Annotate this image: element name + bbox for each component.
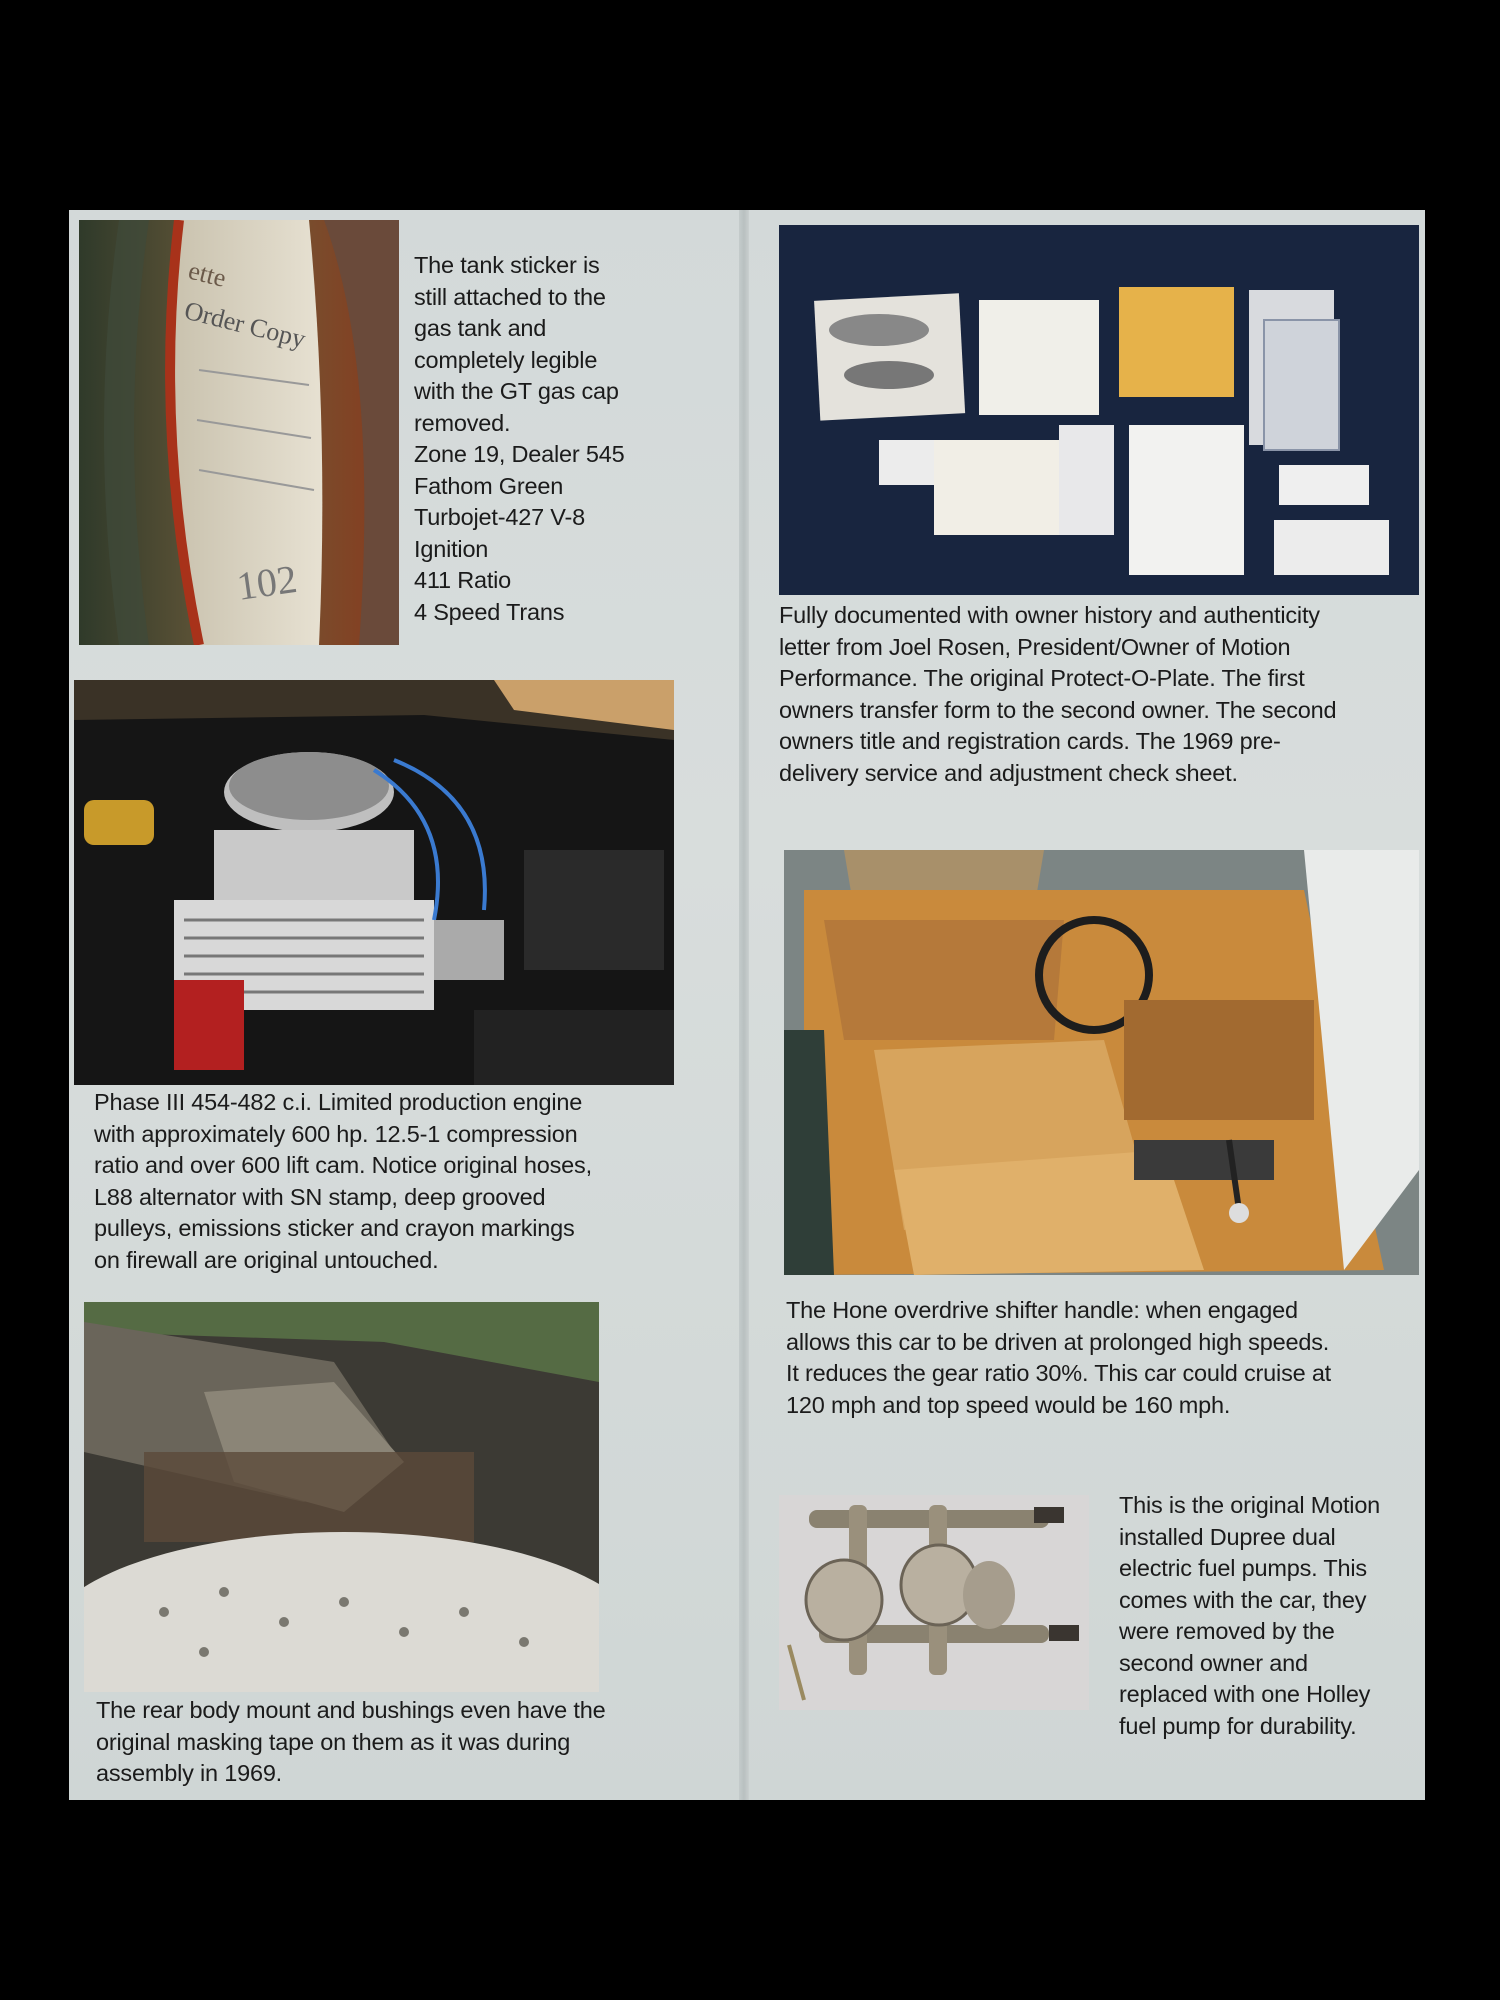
fuel-pumps-caption-line: This is the original Motion: [1119, 1492, 1381, 1518]
documents-caption-line: Fully documented with owner history and authenticity: [779, 602, 1320, 628]
tank-caption-line: still attached to the: [414, 283, 606, 310]
body-mount-caption-line: original masking tape on them as it was during: [96, 1728, 571, 1755]
engine-caption-line: L88 alternator with SN stamp, deep grooved: [94, 1183, 546, 1210]
body-mount-photo: [84, 1302, 599, 1692]
svg-text:ette: ette: [185, 255, 229, 293]
body-mount-caption-line: The rear body mount and bushings even have the: [96, 1697, 606, 1723]
interior-caption-line: 120 mph and top speed would be 160 mph.: [786, 1391, 1231, 1418]
brochure-page: [69, 210, 1425, 1800]
tank-caption-line: Ignition: [414, 535, 489, 562]
tank-caption-line: gas tank and: [414, 315, 547, 341]
interior-photo: [784, 850, 1419, 1275]
tank-caption-line: Fathom Green: [414, 472, 564, 499]
fuel-pumps-caption-line: replaced with one Holley: [1119, 1681, 1371, 1707]
tank-caption-line: with the GT gas cap: [414, 378, 619, 404]
page-fold: [739, 210, 749, 1800]
interior-caption-line: It reduces the gear ratio 30%. This car could cruise at: [786, 1360, 1332, 1386]
fuel-pumps-caption-line: installed Dupree dual: [1119, 1523, 1336, 1550]
tank-sticker-caption: [414, 250, 734, 628]
tank-sticker-photo: [79, 220, 399, 645]
engine-caption-line: on firewall are original untouched.: [94, 1246, 439, 1273]
documents-caption-line: delivery service and adjustment check sheet.: [779, 759, 1238, 786]
right-panel: [749, 210, 1425, 1800]
fuel-pumps-caption-line: second owner and: [1119, 1649, 1308, 1676]
interior-caption-line: The Hone overdrive shifter handle: when engaged: [786, 1297, 1298, 1323]
documents-caption-line: owners transfer form to the second owner. The second: [779, 696, 1337, 723]
fuel-pumps-caption-line: electric fuel pumps. This: [1119, 1555, 1367, 1581]
fuel-pumps-caption: [1119, 1490, 1425, 1742]
tank-caption-line: 411 Ratio: [414, 567, 512, 593]
tank-caption-line: Turbojet-427 V-8: [414, 504, 585, 530]
tank-photo-label: [0, 0, 1, 1]
fuel-pumps-caption-line: fuel pump for durability.: [1119, 1712, 1357, 1739]
interior-caption-line: allows this car to be driven at prolonged high speeds.: [786, 1328, 1330, 1355]
documents-caption-line: owners title and registration cards. The 1969 pre-: [779, 728, 1281, 754]
documents-caption-line: Performance. The original Protect-O-Plate. The first: [779, 665, 1305, 691]
tank-caption-line: completely legible: [414, 346, 598, 373]
fuel-pumps-caption-line: were removed by the: [1119, 1618, 1335, 1644]
svg-text:102: 102: [233, 556, 300, 609]
interior-caption: [786, 1295, 1431, 1421]
tank-caption-line: The tank sticker is: [414, 252, 600, 278]
engine-caption-line: ratio and over 600 lift cam. Notice original hoses,: [94, 1152, 592, 1178]
documents-caption: [779, 600, 1424, 789]
fuel-pumps-caption-line: comes with the car, they: [1119, 1586, 1367, 1613]
left-panel: [69, 210, 739, 1800]
engine-caption-line: pulleys, emissions sticker and crayon markings: [94, 1215, 575, 1241]
tank-caption-line: Zone 19, Dealer 545: [414, 441, 625, 467]
engine-photo: [74, 680, 674, 1085]
svg-text:Order Copy: Order Copy: [181, 295, 309, 354]
body-mount-caption: [96, 1695, 736, 1790]
tank-caption-line: 4 Speed Trans: [414, 598, 565, 625]
engine-caption-line: with approximately 600 hp. 12.5-1 compression: [94, 1120, 578, 1147]
engine-caption-line: Phase III 454-482 c.i. Limited production engine: [94, 1089, 583, 1115]
tank-caption-line: removed.: [414, 409, 511, 436]
documents-photo: [779, 225, 1419, 595]
engine-caption: [94, 1087, 734, 1276]
body-mount-caption-line: assembly in 1969.: [96, 1760, 283, 1786]
documents-caption-line: letter from Joel Rosen, President/Owner of Motion: [779, 633, 1291, 660]
fuel-pumps-photo: [779, 1495, 1089, 1710]
